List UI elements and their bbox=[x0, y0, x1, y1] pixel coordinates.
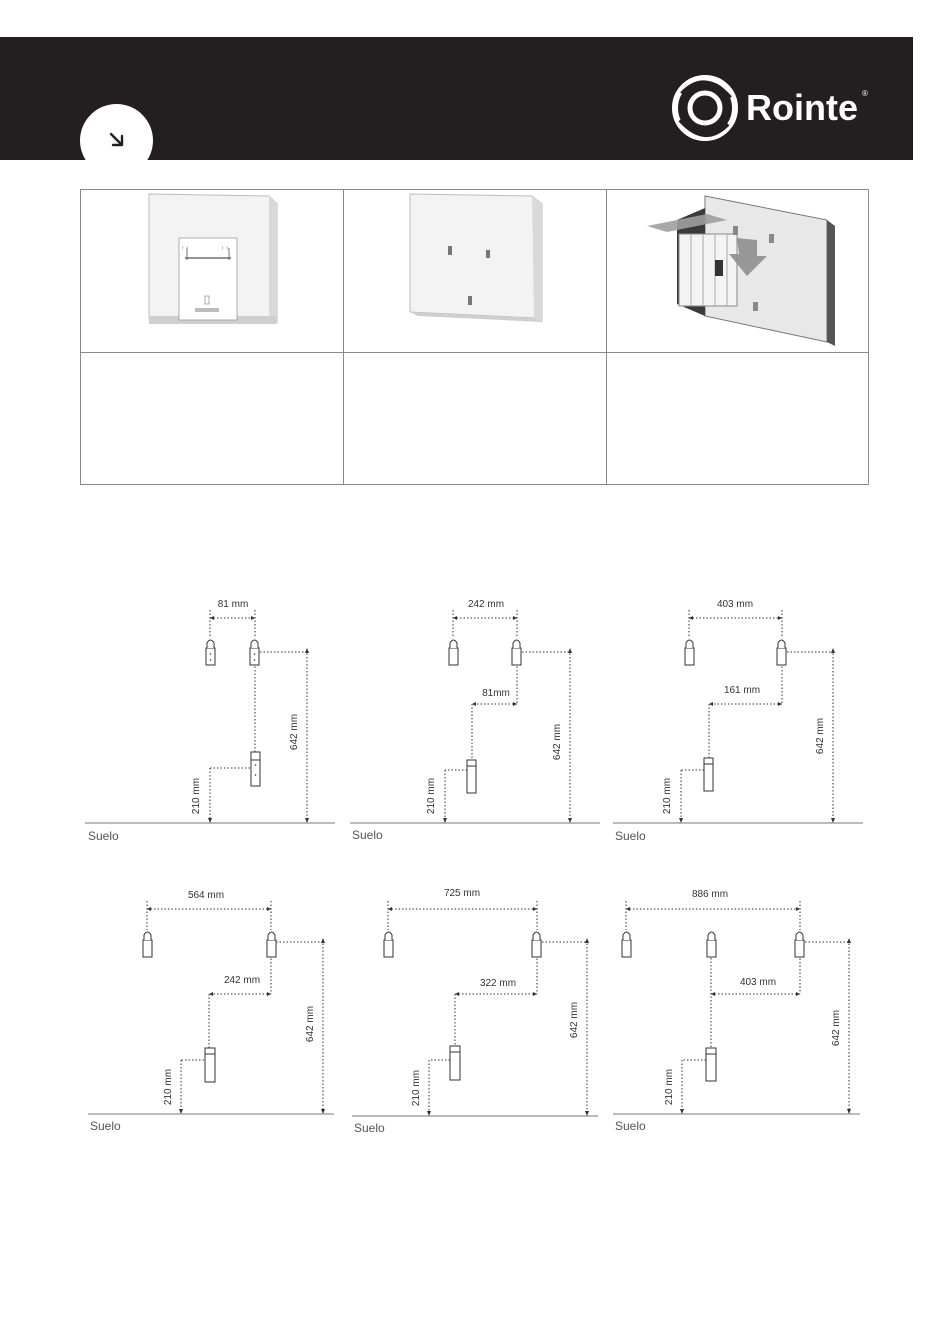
floor-height-label: 210 mm bbox=[426, 777, 437, 815]
bracket-icon bbox=[704, 758, 713, 791]
arrow-down-right-icon bbox=[80, 104, 153, 177]
bracket-icon bbox=[467, 760, 476, 793]
bracket-icon bbox=[622, 940, 631, 957]
offset-label: 242 mm bbox=[223, 975, 261, 986]
brand-wordmark: Rointe bbox=[746, 87, 858, 128]
svg-text:↑ ↑: ↑ ↑ bbox=[181, 246, 189, 252]
floor-height-label: 210 mm bbox=[163, 1068, 174, 1106]
height-label: 642 mm bbox=[831, 1009, 842, 1047]
bracket-icon bbox=[707, 940, 716, 957]
width-label: 403 mm bbox=[716, 599, 754, 610]
bracket-icon bbox=[449, 648, 458, 665]
wall-brackets-illustration bbox=[344, 190, 606, 352]
bracket-icon bbox=[512, 648, 521, 665]
radiator-mounting-illustration bbox=[607, 190, 869, 352]
width-label: 242 mm bbox=[467, 599, 505, 610]
bracket-icon bbox=[532, 940, 541, 957]
height-label: 642 mm bbox=[289, 713, 300, 751]
floor-height-label: 210 mm bbox=[191, 777, 202, 815]
rointe-logo bbox=[672, 72, 872, 144]
bracket-icon bbox=[706, 1048, 716, 1081]
height-label: 642 mm bbox=[569, 1001, 580, 1039]
floor-label: Suelo bbox=[615, 829, 646, 843]
bracket-diagram bbox=[350, 590, 610, 850]
height-label: 642 mm bbox=[815, 717, 826, 755]
bracket-icon bbox=[143, 940, 152, 957]
offset-label: 81mm bbox=[482, 688, 510, 699]
installation-steps-table bbox=[80, 189, 869, 485]
bracket-icon bbox=[205, 1048, 215, 1082]
width-label: 81 mm bbox=[217, 599, 249, 610]
svg-text:↑ ↑: ↑ ↑ bbox=[221, 246, 229, 252]
bracket-icon bbox=[267, 940, 276, 957]
bracket-icon bbox=[795, 940, 804, 957]
floor-label: Suelo bbox=[88, 829, 119, 843]
offset-label: 403 mm bbox=[739, 977, 777, 988]
step-2-caption bbox=[344, 353, 606, 484]
step-3-caption bbox=[607, 353, 869, 484]
height-label: 642 mm bbox=[552, 723, 563, 761]
bracket-diagram bbox=[88, 880, 348, 1140]
bracket-diagram bbox=[352, 880, 612, 1140]
registered-mark: ® bbox=[862, 89, 868, 98]
bracket-icon bbox=[384, 940, 393, 957]
floor-label: Suelo bbox=[90, 1119, 121, 1133]
bracket-diagram bbox=[613, 880, 873, 1140]
bracket-icon bbox=[207, 640, 214, 648]
offset-label: 322 mm bbox=[479, 978, 517, 989]
offset-label: 161 mm bbox=[723, 685, 761, 696]
floor-height-label: 210 mm bbox=[411, 1069, 422, 1107]
bracket-icon bbox=[250, 648, 259, 665]
bracket-icon bbox=[251, 752, 260, 786]
floor-label: Suelo bbox=[615, 1119, 646, 1133]
height-label: 642 mm bbox=[305, 1005, 316, 1043]
bracket-icon bbox=[777, 648, 786, 665]
floor-label: Suelo bbox=[354, 1121, 385, 1135]
width-label: 886 mm bbox=[691, 889, 729, 900]
bracket-icon bbox=[685, 648, 694, 665]
floor-height-label: 210 mm bbox=[664, 1068, 675, 1106]
bracket-diagram bbox=[613, 590, 873, 850]
bracket-icon bbox=[450, 1046, 460, 1080]
bracket-diagram bbox=[85, 590, 345, 850]
logo-mark-icon bbox=[675, 78, 735, 138]
width-label: 564 mm bbox=[187, 890, 225, 901]
floor-label: Suelo bbox=[352, 828, 383, 842]
bracket-icon bbox=[206, 648, 215, 665]
wall-template-illustration bbox=[81, 190, 343, 352]
width-label: 725 mm bbox=[443, 888, 481, 899]
section-badge bbox=[80, 104, 153, 177]
floor-height-label: 210 mm bbox=[662, 777, 673, 815]
step-1-caption bbox=[81, 353, 343, 484]
